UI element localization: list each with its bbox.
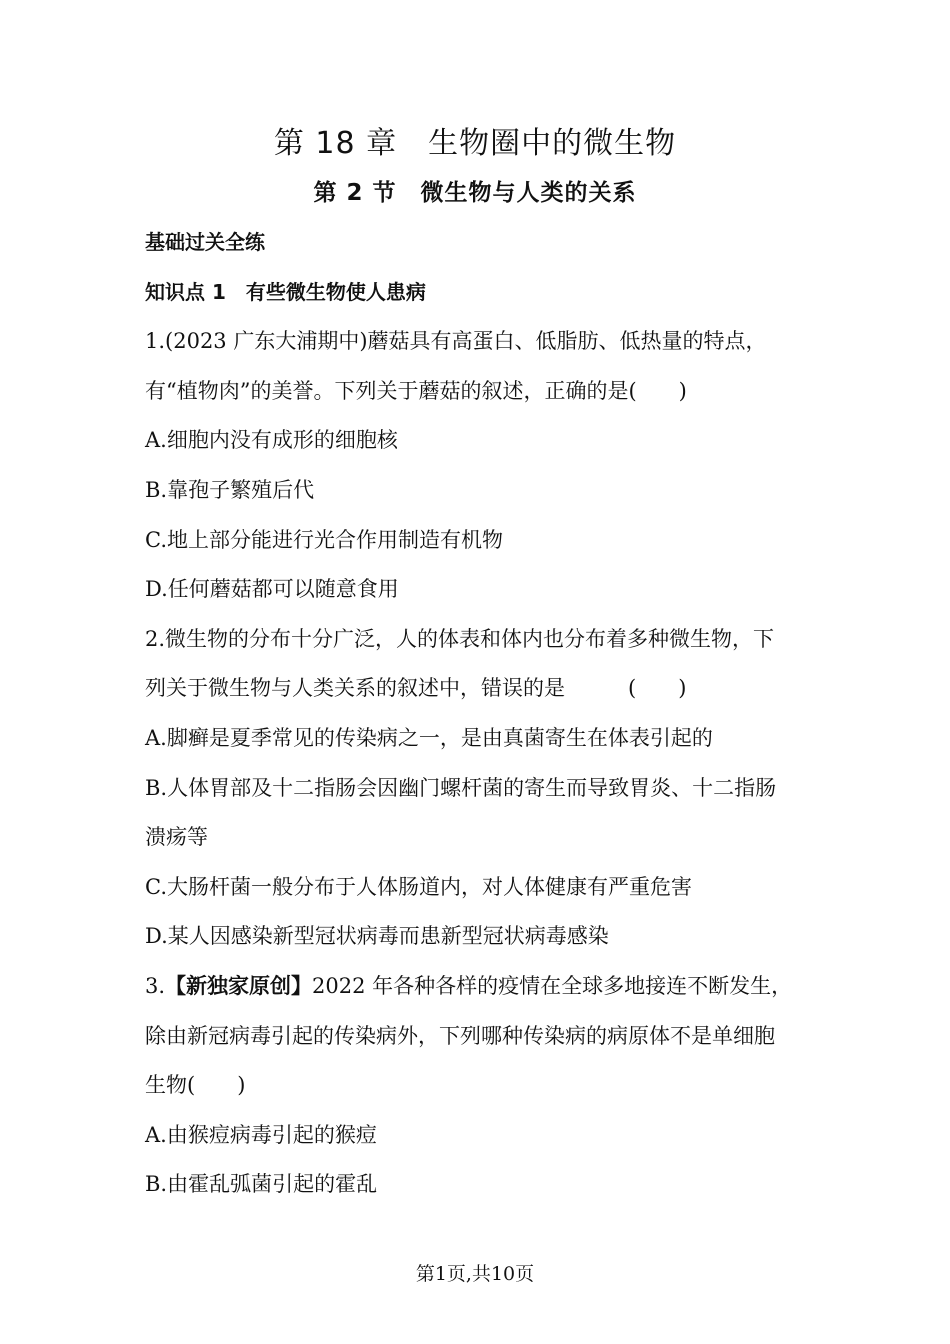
question-stem-line: 生物( ) — [145, 1073, 246, 1098]
option-b: B.靠孢子繁殖后代 — [145, 477, 315, 502]
chapter-title: 第 18 章 生物圈中的微生物 — [273, 126, 677, 161]
question-1 — [145, 317, 815, 615]
question-stem-line: 列关于微生物与人类关系的叙述中，错误的是 ( ) — [145, 676, 687, 701]
option-c: C.大肠杆菌一般分布于人体肠道内，对人体健康有严重危害 — [145, 874, 692, 899]
page-footer: 第1页,共10页 — [415, 1263, 535, 1285]
question-stem-line — [145, 962, 815, 1012]
question-stem-line: 除由新冠病毒引起的传染病外，下列哪种传染病的病原体不是单细胞 — [145, 1023, 775, 1048]
question-number: 3. — [145, 973, 166, 998]
question-stem-line: 1.(2023 广东大浦期中)蘑菇具有高蛋白、低脂肪、低热量的特点， — [145, 329, 767, 354]
question-stem-line: 有“植物肉”的美誉。下列关于蘑菇的叙述，正确的是( ) — [145, 378, 687, 403]
knowledge-point-heading: 知识点 1 有些微生物使人患病 — [145, 279, 426, 304]
option-b-continued: 溃疡等 — [145, 825, 208, 850]
part-heading: 基础过关全练 — [145, 230, 265, 254]
option-d: D.某人因感染新型冠状病毒而患新型冠状病毒感染 — [145, 924, 609, 949]
document-body — [145, 218, 815, 1210]
option-c: C.地上部分能进行光合作用制造有机物 — [145, 527, 503, 552]
question-tag: 【新独家原创】 — [165, 973, 313, 998]
question-3 — [145, 962, 815, 1210]
option-b: B.人体胃部及十二指肠会因幽门螺杆菌的寄生而导致胃炎、十二指肠 — [145, 775, 777, 800]
option-b: B.由霍乱弧菌引起的霍乱 — [145, 1172, 378, 1197]
option-a: A.由猴痘病毒引起的猴痘 — [145, 1122, 377, 1147]
question-2 — [145, 615, 815, 962]
option-a: A.脚癣是夏季常见的传染病之一，是由真菌寄生在体表引起的 — [145, 725, 713, 750]
question-stem-text: 2022 年各种各样的疫情在全球多地接连不断发生， — [312, 973, 793, 998]
option-d: D.任何蘑菇都可以随意食用 — [145, 577, 399, 602]
section-title: 第 2 节 微生物与人类的关系 — [313, 180, 637, 206]
option-a: A.细胞内没有成形的细胞核 — [145, 428, 398, 453]
question-stem-line: 2.微生物的分布十分广泛，人的体表和体内也分布着多种微生物，下 — [145, 626, 775, 651]
